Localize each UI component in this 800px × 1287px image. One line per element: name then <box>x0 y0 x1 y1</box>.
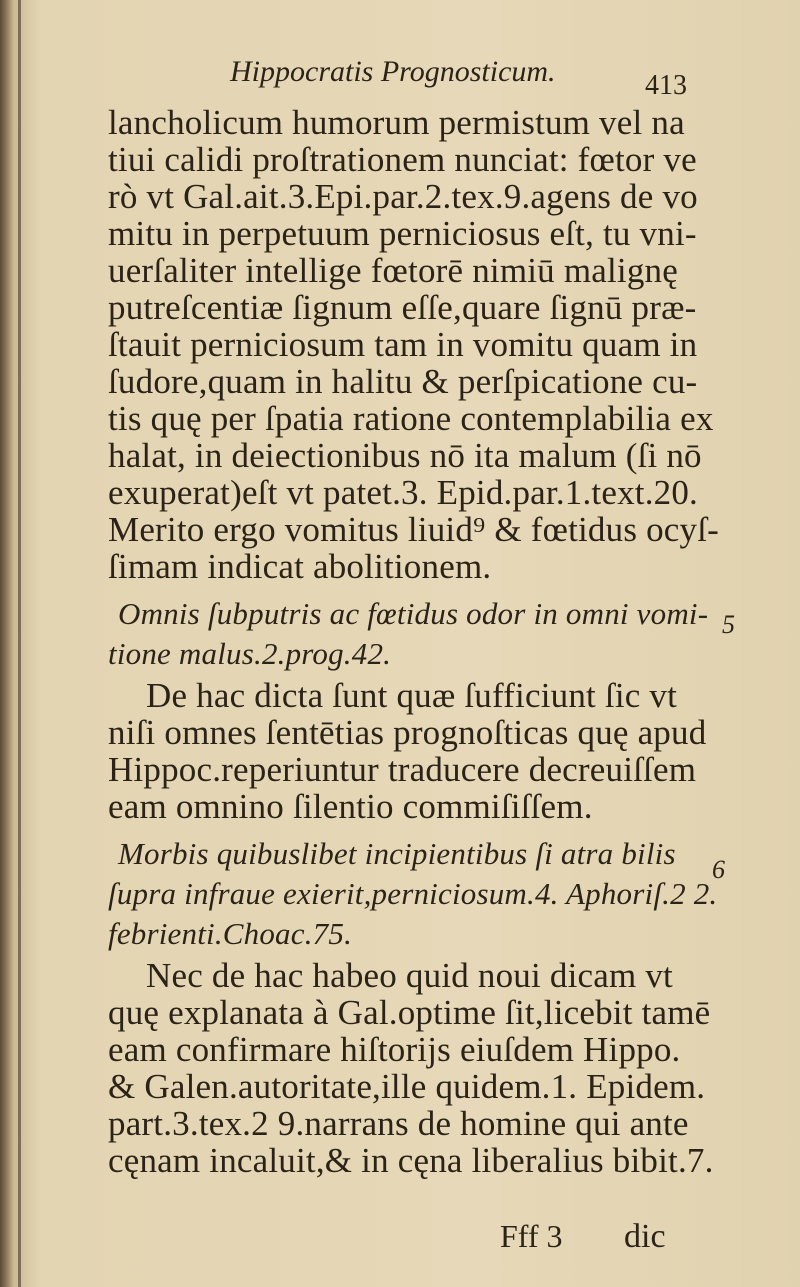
text-line: putreſcentiæ ſignum eſſe,quare ſignū præ- <box>108 288 697 327</box>
text-line: eam omnino ſilentio commiſiſſem. <box>108 787 593 826</box>
text-line: ſimam indicat abolitionem. <box>108 547 492 586</box>
text-line: tiui calidi proſtrationem nunciat: fœtor ve <box>108 140 697 179</box>
text-line: eam confirmare hiſtorijs eiuſdem Hippo. <box>108 1030 681 1069</box>
text-line: rò vt Gal.ait.3.Epi.par.2.tex.9.agens de vo <box>108 177 698 216</box>
text-line: uerſaliter intellige fœtorē nimiū malignę <box>108 251 678 290</box>
text-line: Nec de hac habeo quid noui dicam vt <box>146 956 673 995</box>
text-line: halat, in deiectionibus nō ita malum (ſi nō <box>108 436 702 475</box>
text-line: & Galen.autoritate,ille quidem.1. Epidem. <box>108 1067 706 1106</box>
text-line: ſtauit perniciosum tam in vomitu quam in <box>108 325 698 364</box>
catchword: dic <box>624 1218 666 1255</box>
text-line: exuperat)eſt vt patet.3. Epid.par.1.text.20. <box>108 473 699 512</box>
margin-number: 6 <box>712 855 725 884</box>
running-title: Hippocratis Prognosticum. <box>230 55 556 88</box>
page-number: 413 <box>645 70 687 101</box>
aphorism-line: febrienti.Choac.75. <box>108 916 353 951</box>
text-line: Hippoc.reperiuntur traducere decreuiſſem <box>108 750 697 789</box>
text-line: niſi omnes ſentētias prognoſticas quę apud <box>108 713 707 752</box>
text-line: quę explanata à Gal.optime ſit,licebit tamē <box>108 993 711 1032</box>
text-line: mitu in perpetuum perniciosus eſt, tu vni- <box>108 214 697 253</box>
text-line: ſudore,quam in halitu & perſpicatione cu- <box>108 362 698 401</box>
aphorism-line: Morbis quibuslibet incipientibus ſi atra bilis <box>118 836 676 871</box>
text-line: part.3.tex.2 9.narrans de homine qui ante <box>108 1104 689 1143</box>
text-line: Merito ergo vomitus liuid⁹ & fœtidus ocyſ- <box>108 510 720 549</box>
binding-gutter <box>18 0 21 1287</box>
text-line: De hac dicta ſunt quæ ſufficiunt ſic vt <box>146 676 678 715</box>
text-line: cęnam incaluit,& in cęna liberalius bibit.7. <box>108 1141 714 1180</box>
aphorism-line: ſupra infraue exierit,perniciosum.4. Aphoriſ.2 2. <box>108 876 718 911</box>
text-line: lancholicum humorum permistum vel na <box>108 103 685 142</box>
aphorism-line: Omnis ſubputris ac fœtidus odor in omni vomi- <box>118 596 709 631</box>
margin-number: 5 <box>722 610 735 639</box>
signature-mark: Fff 3 <box>500 1218 563 1254</box>
aphorism-line: tione malus.2.prog.42. <box>108 636 392 671</box>
text-line: tis quę per ſpatia ratione contemplabilia ex <box>108 399 714 438</box>
